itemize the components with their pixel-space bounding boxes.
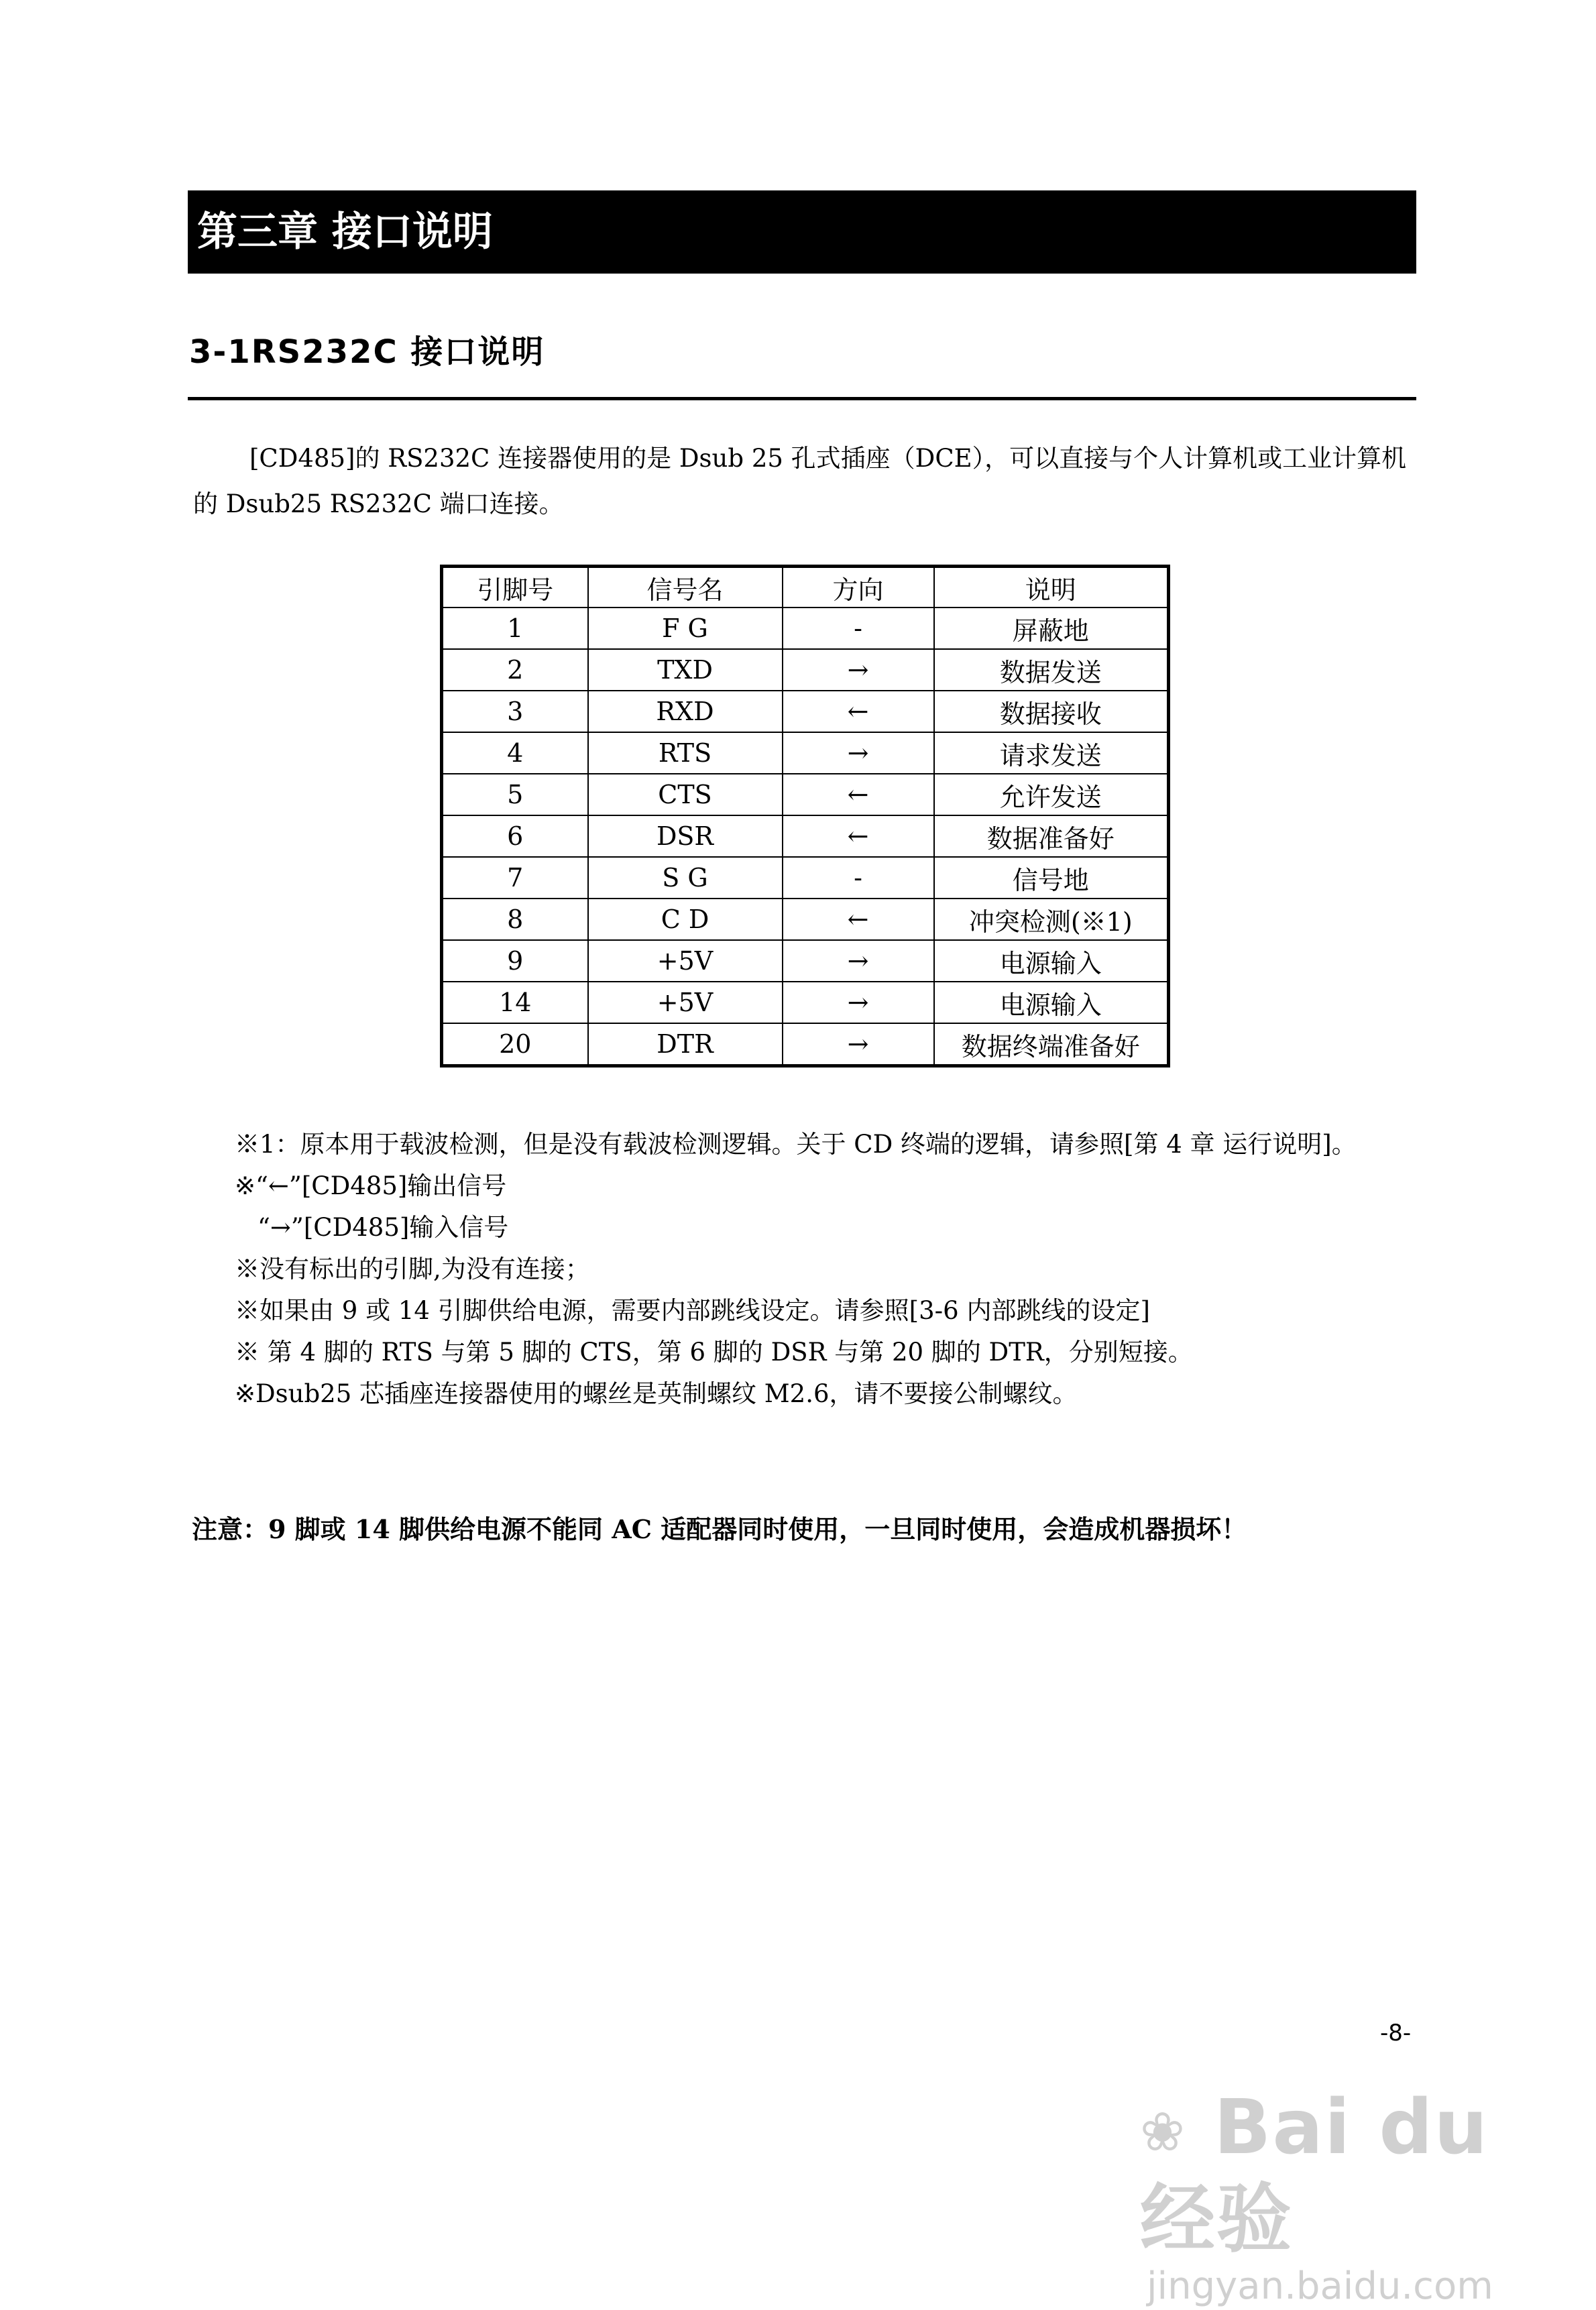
cell-description: 电源输入 [934,940,1169,982]
cell-pin: 2 [442,649,588,691]
cell-direction: ← [783,899,934,940]
cell-signal: +5V [588,940,783,982]
cell-description: 请求发送 [934,732,1169,774]
cell-description: 数据发送 [934,649,1169,691]
note-cd: ※1：原本用于载波检测，但是没有载波检测逻辑。关于 CD 终端的逻辑，请参照[第 4 章 运行说明]。 [235,1130,1357,1159]
intro-text [193,436,1414,527]
intro-paragraph: [CD485]的 RS232C 连接器使用的是 Dsub 25 孔式插座（DCE），可以直接与个人计算机或工业计算机的 Dsub25 RS232C 端口连接。 [193,444,1407,518]
table-row [442,1023,1169,1066]
watermark-url: jingyan.baidu.com [1147,2264,1493,2309]
cell-direction: → [783,649,934,691]
cell-signal: DSR [588,815,783,857]
header-pin: 引脚号 [442,567,588,608]
table-row [442,649,1169,691]
cell-description: 数据接收 [934,691,1169,732]
cell-description: 电源输入 [934,982,1169,1023]
table-header-row [442,567,1169,608]
cell-direction: - [783,857,934,899]
cell-direction: → [783,982,934,1023]
table-row [442,774,1169,815]
cell-signal: S G [588,857,783,899]
cell-pin: 8 [442,899,588,940]
paw-icon: ❀ [1140,2101,1187,2164]
page-number: -8- [1380,2020,1412,2046]
cell-direction: → [783,732,934,774]
note-unconnected: ※没有标出的引脚,为没有连接； [235,1255,590,1283]
cell-signal: TXD [588,649,783,691]
cell-signal: C D [588,899,783,940]
cell-pin: 9 [442,940,588,982]
notes-block [193,1124,1414,1415]
cell-signal: RXD [588,691,783,732]
baidu-watermark [1140,2084,1502,2309]
header-description: 说明 [934,567,1169,608]
cell-direction: ← [783,815,934,857]
cell-pin: 20 [442,1023,588,1066]
section-divider [188,397,1416,400]
warning-text: 注意：9 脚或 14 脚供给电源不能同 AC 适配器同时使用，一旦同时使用，会造成机器损坏！ [192,1514,1247,1544]
cell-signal: RTS [588,732,783,774]
cell-signal: F G [588,608,783,649]
note-arrow-in: “→”[CD485]输入信号 [258,1213,509,1242]
cell-description: 允许发送 [934,774,1169,815]
cell-pin: 7 [442,857,588,899]
cell-signal: +5V [588,982,783,1023]
cell-pin: 5 [442,774,588,815]
cell-direction: ← [783,774,934,815]
cell-description: 数据准备好 [934,815,1169,857]
pin-table [440,565,1170,1067]
chapter-title: 第三章 接口说明 [188,190,1416,274]
cell-signal: CTS [588,774,783,815]
note-short: ※ 第 4 脚的 RTS 与第 5 脚的 CTS，第 6 脚的 DSR 与第 20 脚的 DTR，分别短接。 [235,1338,1193,1367]
cell-pin: 14 [442,982,588,1023]
table-row [442,691,1169,732]
cell-description: 数据终端准备好 [934,1023,1169,1066]
cell-pin: 6 [442,815,588,857]
note-power: ※如果由 9 或 14 引脚供给电源，需要内部跳线设定。请参照[3-6 内部跳线的设定] [235,1296,1150,1325]
cell-direction: ← [783,691,934,732]
note-arrow-out: ※“←”[CD485]输出信号 [235,1171,507,1200]
table-row [442,608,1169,649]
cell-pin: 4 [442,732,588,774]
table-row [442,732,1169,774]
cell-description: 冲突检测(※1) [934,899,1169,940]
cell-direction: → [783,1023,934,1066]
section-title: 3-1RS232C 接口说明 [189,333,545,371]
cell-pin: 1 [442,608,588,649]
header-signal: 信号名 [588,567,783,608]
table-row [442,940,1169,982]
cell-description: 屏蔽地 [934,608,1169,649]
table-row [442,982,1169,1023]
table-row [442,899,1169,940]
header-direction: 方向 [783,567,934,608]
watermark-logo [1140,2084,1502,2263]
cell-direction: - [783,608,934,649]
note-screw: ※Dsub25 芯插座连接器使用的螺丝是英制螺纹 M2.6，请不要接公制螺纹。 [235,1379,1078,1408]
cell-signal: DTR [588,1023,783,1066]
table-row [442,815,1169,857]
cell-direction: → [783,940,934,982]
cell-description: 信号地 [934,857,1169,899]
watermark-logo-text: Bai du 经验 [1140,2084,1489,2264]
cell-pin: 3 [442,691,588,732]
table-row [442,857,1169,899]
